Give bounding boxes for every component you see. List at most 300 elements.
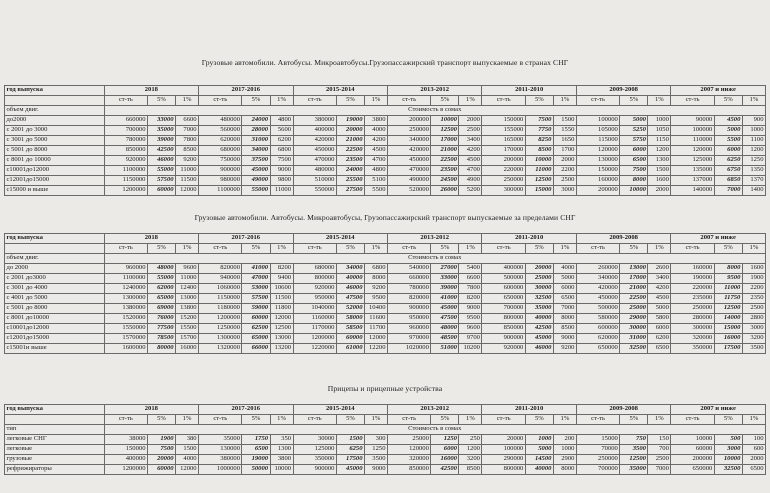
sub-header: ст-ть [293,244,336,254]
sub-header: 5% [620,415,648,425]
table-cell: 1600 [742,264,765,274]
sub-header: 1% [459,96,482,106]
table-cell: 3000 [553,186,576,196]
table-cell: 14000 [714,314,742,324]
table-cell: 137000 [671,176,714,186]
table-cell: 155000 [482,126,525,136]
table-cell: 580000 [576,314,619,324]
year-header-row [5,405,766,415]
table-cell: 340000 [576,274,619,284]
row-label: до 2000 [5,264,105,274]
table-cell: 12000 [365,334,388,344]
table-cell: 450000 [293,146,336,156]
table-cell: 1570000 [104,334,147,344]
table-cell: 1000 [648,116,671,126]
year-header: 2011-2010 [482,234,576,244]
table-cell: 21000 [431,146,459,156]
sub-header: 1% [270,244,293,254]
table-row [5,334,766,344]
table-cell: 34000 [242,146,270,156]
table-cell: 250 [459,435,482,445]
table-cell: 200 [553,435,576,445]
table-cell: 7750 [525,126,553,136]
table-cell: 30000 [293,435,336,445]
sub-header: 1% [365,96,388,106]
table-cell: 60000 [242,314,270,324]
table-cell: 1300000 [104,294,147,304]
table-cell: 380000 [293,116,336,126]
table-cell: 55000 [147,274,175,284]
table-cell: 51000 [431,344,459,354]
table-row [5,156,766,166]
table-cell: 300 [365,435,388,445]
table-cell: 23500 [336,156,364,166]
sub-header: ст-ть [387,96,430,106]
section1-table [4,85,766,196]
row-label: с10001до12000 [5,166,105,176]
table-cell: 170000 [482,146,525,156]
table-cell: 4200 [648,284,671,294]
table-cell: 62500 [242,324,270,334]
category-row [5,106,766,116]
table-cell: 1100 [742,136,765,146]
table-cell: 660000 [387,274,430,284]
sub-header: 1% [742,415,765,425]
table-cell: 47000 [242,274,270,284]
table-cell: 23500 [431,166,459,176]
table-cell: 4200 [365,136,388,146]
table-cell: 750 [620,435,648,445]
table-cell: 1600000 [104,344,147,354]
table-row [5,186,766,196]
table-cell: 5600 [270,126,293,136]
sub-header: ст-ть [387,244,430,254]
table-cell: 19000 [242,455,270,465]
table-cell: 7500 [525,116,553,126]
table-cell: 17000 [431,136,459,146]
table-cell: 4000 [176,455,199,465]
table-cell: 3200 [742,334,765,344]
table-cell: 190000 [671,274,714,284]
table-cell: 960000 [387,324,430,334]
table-cell: 200000 [387,116,430,126]
table-cell: 11000 [176,166,199,176]
row-label: с 8001 до 10000 [5,156,105,166]
table-cell: 6500 [242,445,270,455]
table-cell: 28000 [242,126,270,136]
table-cell: 2800 [742,314,765,324]
table-cell: 9400 [270,274,293,284]
table-cell: 1000 [525,435,553,445]
table-cell: 800000 [293,274,336,284]
table-cell: 970000 [387,334,430,344]
table-cell: 22500 [431,156,459,166]
table-cell: 6500 [648,344,671,354]
table-cell: 480000 [293,166,336,176]
year-header: 2013-2012 [387,234,481,244]
sub-header: 5% [242,415,270,425]
table-cell: 1900 [742,274,765,284]
value-label: Стоимость в сомах [104,254,765,264]
sub-header: 5% [714,244,742,254]
table-cell: 900000 [199,166,242,176]
sub-header: 5% [431,244,459,254]
table-cell: 6500 [620,156,648,166]
table-cell: 24000 [336,166,364,176]
table-cell: 125000 [293,445,336,455]
table-cell: 3200 [459,455,482,465]
table-cell: 9200 [365,284,388,294]
table-cell: 250000 [671,304,714,314]
table-cell: 6800 [365,264,388,274]
sub-header: 5% [147,96,175,106]
table-cell: 380000 [199,455,242,465]
table-cell: 680000 [199,146,242,156]
table-cell: 1300 [270,445,293,455]
table-cell: 120000 [387,445,430,455]
table-cell: 150000 [104,445,147,455]
table-cell: 1200000 [199,314,242,324]
table-cell: 1250 [742,156,765,166]
table-cell: 9200 [553,344,576,354]
value-label: Стоимость в сомах [104,106,765,116]
table-cell: 1040000 [293,304,336,314]
table-cell: 1000 [742,126,765,136]
section2-title: Грузовые автомобили. Автобусы. Микроавтобусы, Грузопассажирский транспорт выпускаемые за пределами СНГ [194,213,576,222]
row-label: с 2001 до 3000 [5,126,105,136]
table-cell: 650000 [576,344,619,354]
table-cell: 500000 [482,274,525,284]
row-label: с 8001 до10000 [5,314,105,324]
table-cell: 1240000 [104,284,147,294]
sub-header: ст-ть [293,96,336,106]
table-cell: 11600 [365,314,388,324]
table-cell: 58000 [336,314,364,324]
table-cell: 60000 [147,186,175,196]
table-cell: 17500 [714,344,742,354]
table-cell: 11000 [714,284,742,294]
sub-header-row [5,244,766,254]
table-cell: 5000 [648,304,671,314]
table-cell: 10000 [714,455,742,465]
table-cell: 42500 [431,465,459,475]
table-cell: 1200000 [104,186,147,196]
table-cell: 800000 [482,314,525,324]
table-cell: 6250 [714,156,742,166]
value-label: Стоимость в сомах [104,425,765,435]
table-cell: 1000 [553,445,576,455]
sub-header: 5% [147,244,175,254]
table-cell: 1100000 [199,186,242,196]
table-cell: 13000 [176,294,199,304]
table-cell: 10000 [671,435,714,445]
table-cell: 950000 [293,294,336,304]
table-cell: 320000 [671,334,714,344]
year-label: год выпуска [5,234,105,244]
sub-header: 5% [147,415,175,425]
table-cell: 2200 [742,284,765,294]
year-header: 2018 [104,86,199,96]
table-cell: 60000 [147,465,175,475]
table-cell: 61000 [336,344,364,354]
sub-header: 1% [648,244,671,254]
table-cell: 1300000 [199,334,242,344]
table-row [5,274,766,284]
table-cell: 400000 [482,264,525,274]
table-cell: 1100000 [104,274,147,284]
table-cell: 900 [742,116,765,126]
table-cell: 520000 [387,186,430,196]
table-cell: 620000 [576,334,619,344]
table-cell: 900000 [293,465,336,475]
table-cell: 650000 [671,465,714,475]
table-cell: 940000 [199,274,242,284]
table-cell: 11800 [270,304,293,314]
table-cell: 4800 [270,116,293,126]
table-cell: 6800 [270,146,293,156]
table-cell: 11000 [525,166,553,176]
table-cell: 3500 [620,445,648,455]
table-cell: 35000 [147,126,175,136]
table-cell: 27000 [431,264,459,274]
table-cell: 780000 [104,136,147,146]
table-cell: 25000 [525,274,553,284]
table-cell: 6000 [648,324,671,334]
table-cell: 1500 [336,435,364,445]
table-cell: 46000 [147,156,175,166]
table-cell: 125000 [671,156,714,166]
table-cell: 480000 [199,116,242,126]
table-cell: 105000 [576,126,619,136]
table-cell: 4000 [365,126,388,136]
table-row [5,445,766,455]
table-cell: 1370 [742,176,765,186]
table-cell: 69000 [147,304,175,314]
table-cell: 22500 [336,146,364,156]
table-cell: 9800 [270,176,293,186]
table-cell: 5000 [714,126,742,136]
table-cell: 340000 [387,136,430,146]
table-cell: 165000 [482,136,525,146]
sub-header: 1% [270,96,293,106]
table-cell: 42500 [525,324,553,334]
year-header: 2007 и ниже [671,86,766,96]
category-label: тип [5,425,105,435]
table-cell: 780000 [387,284,430,294]
table-cell: 20000 [147,455,175,465]
table-cell: 700 [648,445,671,455]
table-cell: 130000 [576,156,619,166]
sub-header-blank [5,415,105,425]
table-cell: 420000 [293,136,336,146]
table-cell: 45000 [336,465,364,475]
year-header: 2011-2010 [482,86,576,96]
table-cell: 9500 [714,274,742,284]
table-cell: 150000 [482,116,525,126]
table-cell: 32500 [714,465,742,475]
sub-header: ст-ть [104,244,147,254]
table-cell: 42500 [147,146,175,156]
table-cell: 4500 [648,294,671,304]
sub-header: 1% [270,415,293,425]
sub-header: 1% [365,244,388,254]
table-cell: 9000 [553,334,576,344]
table-cell: 320000 [387,455,430,465]
table-cell: 600000 [482,284,525,294]
table-cell: 250000 [387,126,430,136]
sub-header: ст-ть [576,96,619,106]
sub-header: 1% [365,415,388,425]
table-cell: 59000 [242,304,270,314]
table-cell: 1350 [742,166,765,176]
table-cell: 2000 [553,156,576,166]
table-cell: 12400 [176,284,199,294]
section3-table [4,404,766,475]
table-cell: 680000 [293,264,336,274]
table-cell: 3400 [459,136,482,146]
table-cell: 7000 [714,186,742,196]
sub-header: 5% [525,96,553,106]
table-cell: 8500 [176,146,199,156]
section2-table [4,233,766,354]
table-cell: 8200 [270,264,293,274]
table-cell: 7800 [176,136,199,146]
table-cell: 450000 [387,156,430,166]
table-cell: 235000 [671,294,714,304]
table-cell: 1500 [176,445,199,455]
year-header: 2009-2008 [576,405,670,415]
table-cell: 5250 [620,126,648,136]
table-cell: 5500 [365,186,388,196]
table-cell: 1900 [147,435,175,445]
table-cell: 27500 [336,186,364,196]
table-cell: 12200 [365,344,388,354]
table-row [5,455,766,465]
table-cell: 26000 [431,186,459,196]
table-cell: 8000 [365,274,388,284]
sub-header: ст-ть [576,415,619,425]
sub-header: 1% [459,415,482,425]
table-row [5,136,766,146]
table-cell: 2500 [459,126,482,136]
row-label: грузовые [5,455,105,465]
table-cell: 2000 [648,186,671,196]
table-cell: 100 [742,435,765,445]
table-cell: 1050 [648,126,671,136]
table-cell: 620000 [199,136,242,146]
table-cell: 1550 [553,126,576,136]
table-cell: 600000 [576,324,619,334]
table-cell: 10000 [525,156,553,166]
table-cell: 2000 [459,116,482,126]
table-row [5,344,766,354]
table-cell: 2500 [742,304,765,314]
table-cell: 900000 [482,334,525,344]
table-cell: 6500 [553,294,576,304]
table-cell: 80000 [147,344,175,354]
table-cell: 6250 [336,445,364,455]
table-cell: 35000 [525,304,553,314]
sub-header: ст-ть [671,244,714,254]
sub-header: 1% [176,415,199,425]
table-cell: 15200 [176,314,199,324]
table-cell: 4500 [714,116,742,126]
table-cell: 6850 [714,176,742,186]
table-cell: 7500 [620,166,648,176]
table-cell: 55000 [242,186,270,196]
table-row [5,465,766,475]
table-cell: 25000 [620,304,648,314]
table-cell: 9600 [459,324,482,334]
year-header: 2017-2016 [199,405,293,415]
table-cell: 1250 [431,435,459,445]
year-header: 2007 и ниже [671,234,766,244]
sub-header: 5% [242,96,270,106]
table-cell: 17000 [620,274,648,284]
table-cell: 12500 [620,455,648,465]
table-cell: 500000 [576,304,619,314]
table-cell: 1220000 [293,344,336,354]
table-cell: 16000 [176,344,199,354]
row-label: с10001до12000 [5,324,105,334]
table-cell: 3800 [270,455,293,465]
table-cell: 47500 [431,314,459,324]
table-cell: 750000 [199,156,242,166]
table-cell: 2500 [648,455,671,465]
sub-header-row [5,96,766,106]
table-cell: 260000 [576,264,619,274]
table-cell: 950000 [387,314,430,324]
table-cell: 47500 [336,294,364,304]
table-cell: 48000 [147,264,175,274]
sub-header: ст-ть [104,415,147,425]
table-cell: 1100000 [104,166,147,176]
table-cell: 32500 [525,294,553,304]
table-cell: 48000 [431,324,459,334]
table-cell: 160000 [576,176,619,186]
category-label: объем двиг. [5,254,105,264]
sub-header: ст-ть [199,96,242,106]
sub-header: ст-ть [671,96,714,106]
table-cell: 57500 [242,294,270,304]
table-cell: 33000 [431,274,459,284]
sub-header-row [5,415,766,425]
table-cell: 4500 [459,156,482,166]
table-cell: 11700 [365,324,388,334]
table-cell: 400000 [104,455,147,465]
table-cell: 300000 [482,186,525,196]
table-cell: 280000 [671,314,714,324]
table-cell: 700000 [576,465,619,475]
table-cell: 6000 [714,146,742,156]
table-cell: 5500 [714,136,742,146]
table-cell: 78500 [147,334,175,344]
table-cell: 250000 [576,455,619,465]
table-cell: 350000 [671,344,714,354]
table-cell: 19000 [336,116,364,126]
table-cell: 60000 [336,334,364,344]
table-cell: 8000 [553,465,576,475]
table-cell: 1200 [459,445,482,455]
table-cell: 10000 [431,116,459,126]
sub-header: ст-ть [482,96,525,106]
table-cell: 16000 [714,334,742,344]
sub-header: 5% [336,415,364,425]
table-cell: 35000 [620,465,648,475]
table-cell: 58500 [336,324,364,334]
table-cell: 1150 [648,136,671,146]
table-cell: 1180000 [199,304,242,314]
